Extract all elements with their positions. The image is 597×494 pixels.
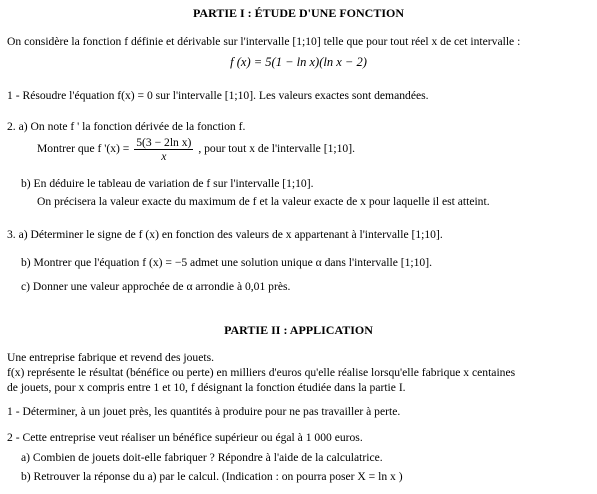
part2-question-1: 1 - Déterminer, à un jouet près, les quantités à produire pour ne pas travailler à perte. xyxy=(7,405,401,418)
fraction-numerator: 5(3 − 2ln x) xyxy=(136,135,192,149)
part1-question-3c: c) Donner une valeur approchée de α arrondie à 0,01 près. xyxy=(21,280,291,293)
derivative-suffix: , pour tout x de l'intervalle [1;10]. xyxy=(198,142,355,155)
part2-question-2a: a) Combien de jouets doit-elle fabriquer ? Répondre à l'aide de la calculatrice. xyxy=(21,451,383,464)
part1-intro: On considère la fonction f définie et dérivable sur l'intervalle [1;10] telle que pour tout réel x de cet intervalle : xyxy=(7,35,521,48)
function-formula: f (x) = 5(1 − ln x)(ln x − 2) xyxy=(230,55,367,69)
part1-question-1: 1 - Résoudre l'équation f(x) = 0 sur l'intervalle [1;10]. Les valeurs exactes sont demandées. xyxy=(7,89,429,102)
fraction-denominator: x xyxy=(161,149,167,163)
part2-question-2b: b) Retrouver la réponse du a) par le calcul. (Indication : on pourra poser X = ln x ) xyxy=(21,470,403,483)
part2-intro-line3: de jouets, pour x compris entre 1 et 10, f désignant la fonction étudiée dans la partie I. xyxy=(7,381,406,394)
part1-question-2b-line2: On précisera la valeur exacte du maximum de f et la valeur exacte de x pour laquelle il est atteint. xyxy=(37,195,490,208)
part1-question-3a: 3. a) Déterminer le signe de f (x) en fonction des valeurs de x appartenant à l'intervalle [1;10]. xyxy=(7,228,443,241)
derivative-prefix: Montrer que f '(x) = xyxy=(37,142,130,155)
part2-question-2: 2 - Cette entreprise veut réaliser un bénéfice supérieur ou égal à 1 000 euros. xyxy=(7,431,363,444)
part1-question-2a-line1: 2. a) On note f ' la fonction dérivée de la fonction f. xyxy=(7,120,246,133)
part1-question-2b-line1: b) En déduire le tableau de variation de f sur l'intervalle [1;10]. xyxy=(21,177,314,190)
derivative-fraction xyxy=(134,136,193,163)
part1-question-3b: b) Montrer que l'équation f (x) = −5 admet une solution unique α dans l'intervalle [1;10]. xyxy=(21,256,432,269)
part2-intro-line1: Une entreprise fabrique et revend des jouets. xyxy=(7,351,214,364)
part1-title: PARTIE I : ÉTUDE D'UNE FONCTION xyxy=(192,6,405,20)
part2-intro-line2: f(x) représente le résultat (bénéfice ou perte) en milliers d'euros qu'elle réalise lorsqu'elle fabrique x centaines xyxy=(7,366,516,379)
part2-title: PARTIE II : APPLICATION xyxy=(224,323,373,337)
part1-question-2a-line2 xyxy=(37,135,355,163)
